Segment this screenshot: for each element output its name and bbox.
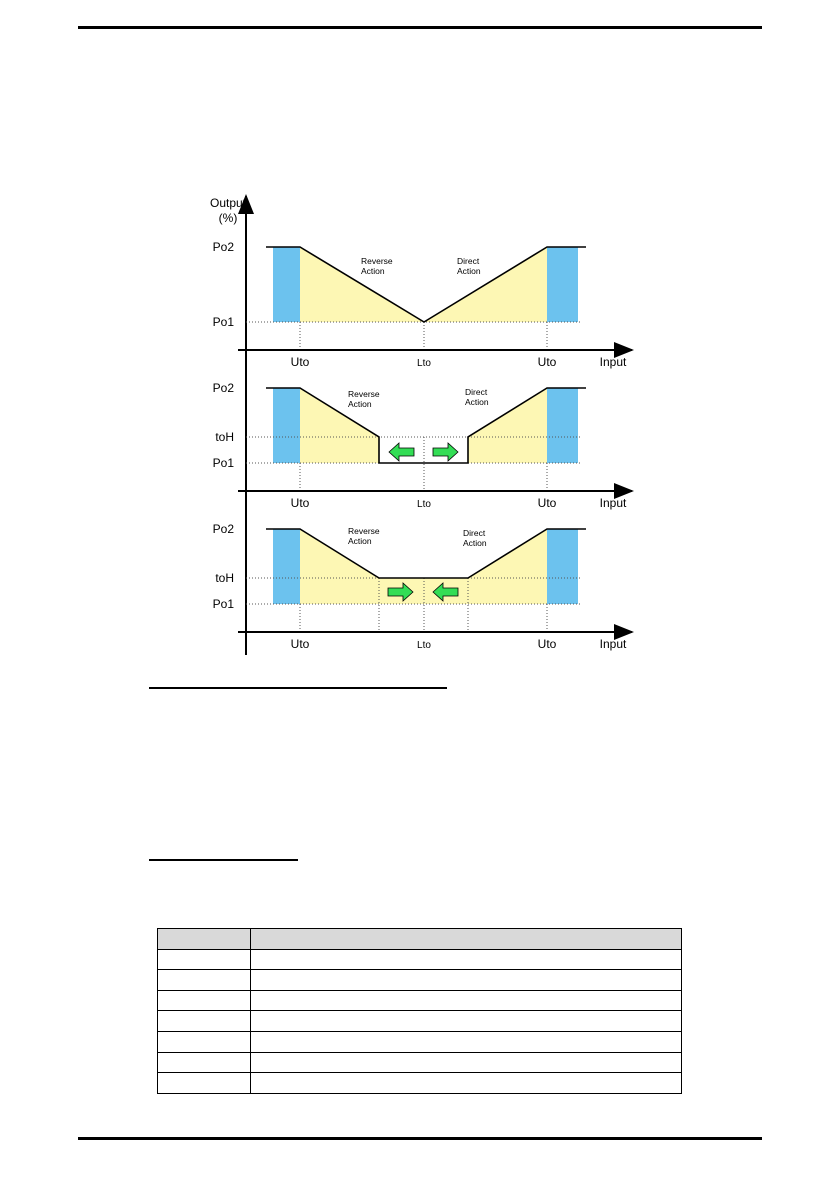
panel-1-left-limit	[273, 247, 300, 322]
y-axis-unit: (%)	[218, 211, 238, 225]
x-axis-title: Input	[599, 637, 627, 651]
table-row	[158, 990, 682, 1011]
section-heading-underline	[149, 687, 447, 689]
direct-action-label: Action	[463, 538, 487, 548]
table-row	[158, 1031, 682, 1052]
x-tick-label: Uto	[290, 355, 310, 369]
arrow-right-icon	[433, 443, 458, 461]
reverse-action-label: Reverse	[361, 256, 393, 266]
table-cell	[158, 949, 251, 970]
table-header-cell	[251, 929, 682, 950]
section-heading-underline	[149, 859, 298, 861]
direct-action-label: Action	[465, 397, 489, 407]
table-cell	[251, 970, 682, 991]
x-tick-label: Uto	[290, 496, 310, 510]
panel-1-band	[300, 247, 547, 322]
table-cell	[251, 949, 682, 970]
y-axis-title: Output	[209, 196, 247, 210]
x-tick-label: Uto	[537, 496, 557, 510]
table-cell	[158, 1011, 251, 1032]
x-axis-title: Input	[599, 355, 627, 369]
level-label: toH	[215, 430, 234, 444]
panel-3-left-limit	[273, 529, 300, 604]
x-tick-label: Lto	[417, 358, 431, 369]
table-cell	[158, 1052, 251, 1073]
panel-1	[213, 240, 632, 369]
table-row	[158, 970, 682, 991]
table-cell	[251, 1073, 682, 1094]
table-row	[158, 1011, 682, 1032]
table-cell	[158, 970, 251, 991]
x-tick-label: Uto	[537, 355, 557, 369]
level-label: Po1	[212, 315, 234, 329]
reverse-action-label: Reverse	[348, 526, 380, 536]
direct-action-label: Action	[457, 266, 481, 276]
table-cell	[158, 990, 251, 1011]
panel-3-band	[300, 529, 547, 604]
level-label: Po2	[212, 381, 234, 395]
reverse-action-label: Action	[361, 266, 385, 276]
panel-3	[213, 522, 632, 651]
panel-1-right-limit	[547, 247, 578, 322]
parameter-table	[157, 928, 682, 1094]
footer-rule	[78, 1137, 762, 1140]
panel-3-right-limit	[547, 529, 578, 604]
level-label: Po2	[212, 240, 234, 254]
table-cell	[251, 1052, 682, 1073]
table-row	[158, 1073, 682, 1094]
level-label: toH	[215, 571, 234, 585]
panel-2-right-limit	[547, 388, 578, 463]
panel-2-left-limit	[273, 388, 300, 463]
table-cell	[158, 1031, 251, 1052]
reverse-action-label: Action	[348, 536, 372, 546]
table-row	[158, 1052, 682, 1073]
x-tick-label: Lto	[417, 499, 431, 510]
reverse-action-label: Reverse	[348, 389, 380, 399]
table-cell	[251, 1011, 682, 1032]
direct-action-label: Direct	[463, 528, 486, 538]
direct-action-label: Direct	[457, 256, 480, 266]
level-label: Po2	[212, 522, 234, 536]
x-axis-title: Input	[599, 496, 627, 510]
table-cell	[158, 1073, 251, 1094]
arrow-left-icon	[389, 443, 414, 461]
level-label: Po1	[212, 597, 234, 611]
x-tick-label: Uto	[537, 637, 557, 651]
x-tick-label: Uto	[290, 637, 310, 651]
table-header-row	[158, 929, 682, 950]
direct-action-label: Direct	[465, 387, 488, 397]
x-tick-label: Lto	[417, 640, 431, 651]
level-label: Po1	[212, 456, 234, 470]
table-cell	[251, 1031, 682, 1052]
reverse-action-label: Action	[348, 399, 372, 409]
table-cell	[251, 990, 682, 1011]
panel-2	[213, 381, 632, 510]
table-header-cell	[158, 929, 251, 950]
table-row	[158, 949, 682, 970]
